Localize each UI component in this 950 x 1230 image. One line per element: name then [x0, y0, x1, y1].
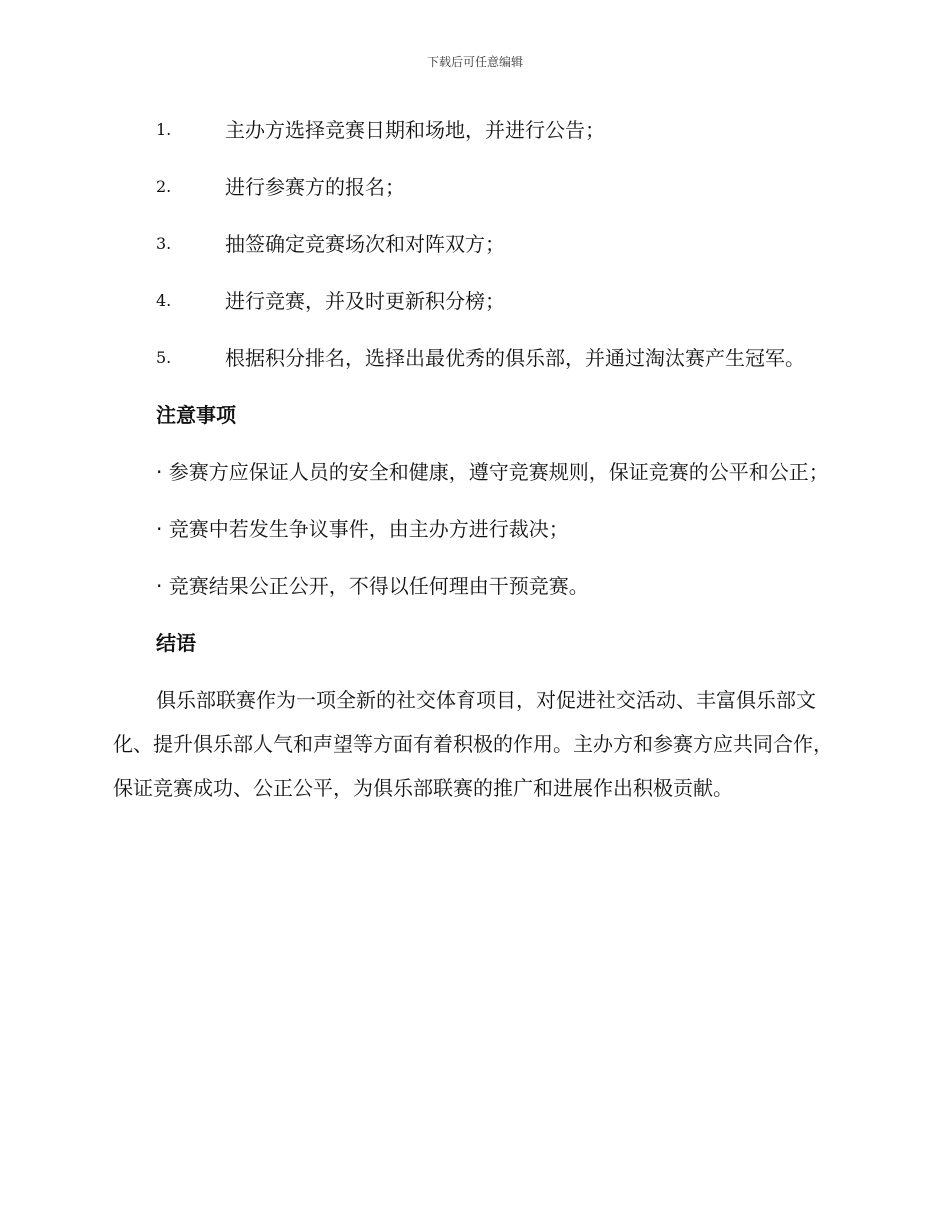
- step-item: [113, 279, 833, 323]
- step-number: 2.: [156, 177, 172, 196]
- notes-item: · 竞赛中若发生争议事件，由主办方进行裁决；: [156, 517, 569, 541]
- conclusion-paragraph: 俱乐部联赛作为一项全新的社交体育项目，对促进社交活动、丰富俱乐部文化、提升俱乐部人气和声望等方面有着积极的作用。主办方和参赛方应共同合作，保证竞赛成功、公正公平，为俱乐部联赛的推广和进展作出积极贡献。: [113, 688, 833, 800]
- step-text: 进行竞赛，并及时更新积分榜；: [225, 289, 505, 313]
- step-number: 5.: [156, 348, 172, 367]
- step-text: 进行参赛方的报名；: [225, 175, 405, 199]
- step-text: 主办方选择竞赛日期和场地，并进行公告；: [225, 118, 605, 142]
- notes-item: · 竞赛结果公正公开，不得以任何理由干预竞赛。: [156, 574, 589, 598]
- step-text: 根据积分排名，选择出最优秀的俱乐部，并通过淘汰赛产生冠军。: [225, 346, 805, 370]
- step-text: 抽签确定竞赛场次和对阵双方；: [225, 232, 505, 256]
- step-item: [113, 165, 833, 209]
- step-item: [113, 108, 833, 152]
- notes-heading: 注意事项: [156, 403, 236, 427]
- notes-item: · 参赛方应保证人员的安全和健康，遵守竞赛规则，保证竞赛的公平和公正；: [156, 460, 829, 484]
- step-item: [113, 336, 833, 380]
- step-number: 4.: [156, 291, 172, 310]
- step-item: [113, 222, 833, 266]
- page-header: 下载后可任意编辑: [426, 55, 523, 69]
- conclusion-heading: 结语: [156, 631, 196, 655]
- step-number: 1.: [156, 120, 172, 139]
- document-body: [113, 108, 833, 823]
- step-number: 3.: [156, 234, 172, 253]
